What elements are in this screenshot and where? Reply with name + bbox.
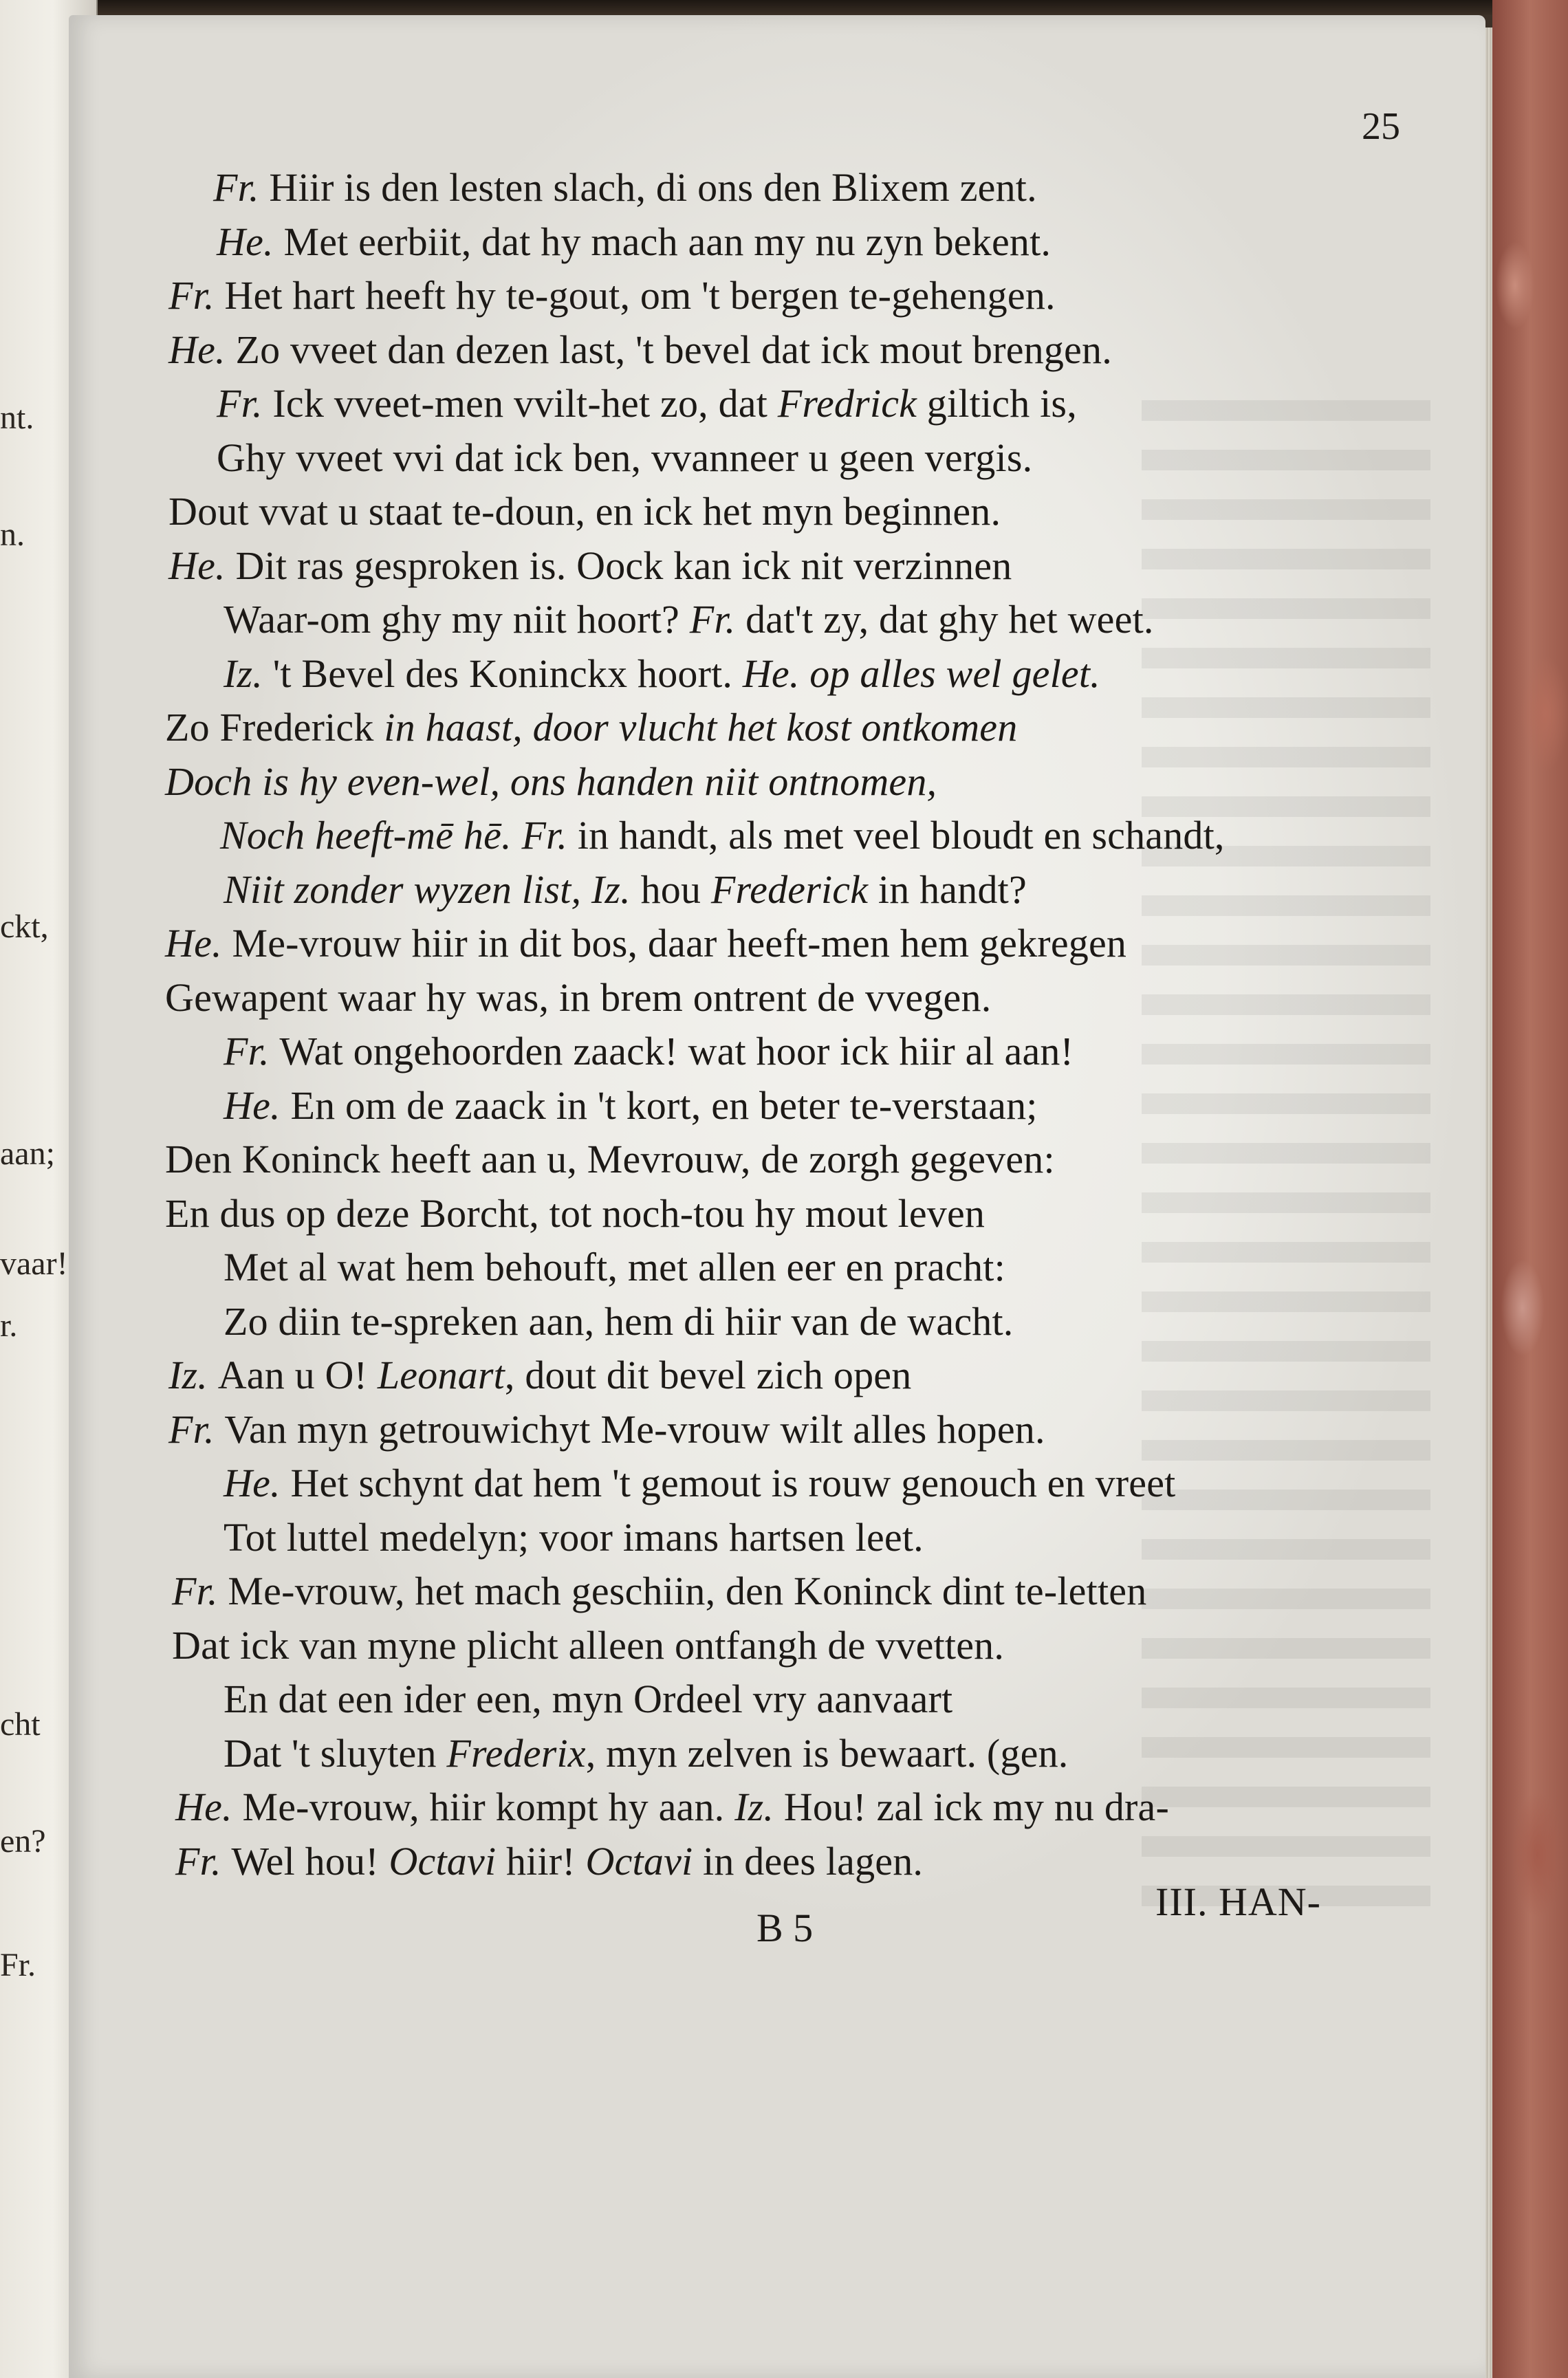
verse-segment: Octavi: [585, 1839, 693, 1884]
verse-segment: Waar-om ghy my niit hoort?: [224, 597, 690, 642]
verse-segment: Het hart heeft hy te-gout, om 't bergen te-gehengen.: [224, 273, 1056, 318]
speaker-label: Iz.: [734, 1785, 784, 1829]
left-fragment: n.: [0, 516, 25, 553]
verse-segment: Zo diin te-spreken aan, hem di hiir van de wacht.: [224, 1299, 1014, 1344]
verse-segment: En dus op deze Borcht, tot noch-tou hy mout leven: [165, 1191, 986, 1236]
verse-segment: Ghy vveet vvi dat ick ben, vvanneer u geen vergis.: [217, 435, 1033, 480]
verse-line: [172, 1569, 1146, 1614]
verse-line: [165, 1137, 1055, 1182]
speaker-label: Fr.: [172, 1569, 228, 1613]
verse-segment: op alles wel gelet.: [809, 651, 1100, 696]
verse-segment: hou: [640, 867, 711, 912]
verse-line: [217, 381, 1077, 426]
verse-segment: Leonart: [377, 1353, 505, 1397]
verse-segment: hiir!: [496, 1839, 586, 1884]
verse-line: [165, 975, 991, 1021]
left-fragment: vaar!: [0, 1245, 68, 1282]
verse-segment: Aan u O!: [217, 1353, 378, 1397]
verse-segment: Wel hou!: [231, 1839, 389, 1884]
verse-line: [168, 327, 1112, 373]
speaker-label: He.: [224, 1461, 291, 1505]
speaker-label: Iz.: [591, 867, 641, 912]
page-number: 25: [1362, 105, 1400, 148]
left-fragment: Fr.: [0, 1947, 36, 1983]
marbled-cover: [1492, 0, 1568, 2378]
verse-segment: Fredrick: [777, 381, 917, 426]
speaker-label: He.: [168, 543, 236, 588]
speaker-label: Fr.: [168, 1407, 225, 1452]
verse-segment: Dit ras gesproken is. Oock kan ick nit verzinnen: [235, 543, 1012, 588]
verse-segment: in handt?: [868, 867, 1027, 912]
verse-segment: dat't zy, dat ghy het weet.: [745, 597, 1154, 642]
verse-segment: in haast, door vlucht het kost ontkomen: [384, 705, 1018, 750]
verse-line: [168, 273, 1056, 318]
verse-segment: Dat ick van myne plicht alleen ontfangh de vvetten.: [172, 1623, 1005, 1668]
verse-line: [172, 1623, 1004, 1668]
verse-segment: Zo Frederick: [165, 705, 384, 750]
verse-line: [175, 1785, 1169, 1830]
verse-segment: , dout dit bevel zich open: [504, 1353, 912, 1397]
verse-line: [224, 867, 1027, 913]
verse-line: [213, 165, 1037, 210]
verse-line: [224, 1515, 924, 1560]
speaker-label: He.: [742, 651, 810, 696]
speaker-label: Fr.: [175, 1839, 232, 1884]
speaker-label: Iz.: [168, 1353, 218, 1397]
verse-segment: in handt, als met veel bloudt en schandt,: [577, 813, 1225, 858]
verse-line: [165, 705, 1017, 750]
verse-line: [165, 1191, 985, 1236]
verse-segment: Me-vrouw hiir in dit bos, daar heeft-men hem gekregen: [232, 921, 1127, 966]
verse-segment: Frederick: [710, 867, 869, 912]
speaker-label: He.: [165, 921, 232, 966]
verse-line: [224, 1245, 1005, 1290]
verse-line: [168, 543, 1012, 589]
speaker-label: Fr.: [168, 273, 225, 318]
left-fragment: r.: [0, 1307, 18, 1344]
verse-line: [168, 1407, 1045, 1452]
verse-segment: Den Koninck heeft aan u, Mevrouw, de zorgh gegeven:: [165, 1137, 1055, 1181]
speaker-label: He.: [168, 327, 236, 372]
verse-segment: Frederix: [446, 1731, 586, 1776]
verse-line: [168, 489, 1001, 534]
verse-segment: En dat een ider een, myn Ordeel vry aanvaart: [224, 1677, 953, 1721]
speaker-label: Fr.: [213, 165, 270, 210]
verse-segment: Dout vvat u staat te-doun, en ick het myn beginnen.: [168, 489, 1001, 534]
verse-segment: Octavi: [389, 1839, 497, 1884]
verse-segment: 't Bevel des Koninckx hoort.: [272, 651, 743, 696]
verse-segment: Niit zonder wyzen list,: [224, 867, 591, 912]
verse-segment: Doch is hy even-wel, ons handen niit ontnomen,: [165, 759, 937, 804]
verse-segment: giltich is,: [917, 381, 1077, 426]
verse-text: [69, 15, 1485, 2378]
verse-segment: Me-vrouw, hiir kompt hy aan.: [242, 1785, 735, 1829]
speaker-label: Fr.: [521, 813, 578, 858]
verse-line: [224, 1731, 1068, 1776]
verse-segment: Met al wat hem behouft, met allen eer en pracht:: [224, 1245, 1005, 1289]
verse-line: [224, 1461, 1176, 1506]
left-fragment: nt.: [0, 400, 34, 436]
verse-segment: Wat ongehoorden zaack! wat hoor ick hiir al aan!: [279, 1029, 1074, 1073]
verse-line: [165, 921, 1126, 966]
verse-line: [224, 651, 1100, 697]
verse-segment: Hiir is den lesten slach, di ons den Blixem zent.: [269, 165, 1037, 210]
speaker-label: He.: [175, 1785, 243, 1829]
verse-segment: Tot luttel medelyn; voor imans hartsen leet.: [224, 1515, 924, 1560]
verse-segment: Het schynt dat hem 't gemout is rouw genouch en vreet: [290, 1461, 1176, 1505]
verse-segment: in dees lagen.: [693, 1839, 924, 1884]
verse-segment: Ick vveet-men vvilt-het zo, dat: [272, 381, 778, 426]
book-page: [69, 15, 1485, 2378]
verse-segment: Met eerbiit, dat hy mach aan my nu zyn bekent.: [283, 219, 1052, 264]
verse-segment: Hou! zal ick my nu dra-: [783, 1785, 1169, 1829]
verse-segment: Noch heeft-mē hē.: [220, 813, 522, 858]
verse-segment: Gewapent waar hy was, in brem ontrent de vvegen.: [165, 975, 992, 1020]
verse-line: [224, 1299, 1013, 1344]
speaker-label: Fr.: [217, 381, 273, 426]
verse-line: [224, 1083, 1038, 1128]
verse-line: [175, 1839, 923, 1884]
verse-segment: Me-vrouw, het mach geschiin, den Koninck dint te-letten: [228, 1569, 1147, 1613]
verse-line: [224, 1029, 1074, 1074]
verse-line: [217, 435, 1032, 481]
verse-segment: Dat 't sluyten: [224, 1731, 447, 1776]
verse-line: [217, 219, 1051, 265]
background-top: [0, 0, 1568, 15]
verse-line: [168, 1353, 911, 1398]
signature-mark: B 5: [756, 1906, 814, 1950]
left-fragment: ckt,: [0, 908, 49, 945]
verse-segment: Zo vveet dan dezen last, 't bevel dat ick mout brengen.: [235, 327, 1112, 372]
left-fragment: cht: [0, 1706, 41, 1743]
left-fragment: en?: [0, 1823, 46, 1859]
verse-segment: En om de zaack in 't kort, en beter te-verstaan;: [290, 1083, 1038, 1128]
verse-line: [224, 1677, 952, 1722]
speaker-label: Fr.: [689, 597, 746, 642]
speaker-label: He.: [217, 219, 284, 264]
speaker-label: He.: [224, 1083, 291, 1128]
verse-line: [224, 597, 1154, 642]
verse-segment: , myn zelven is bewaart. (gen.: [585, 1731, 1069, 1776]
speaker-label: Iz.: [224, 651, 273, 696]
speaker-label: Fr.: [224, 1029, 280, 1073]
left-fragment: aan;: [0, 1135, 55, 1172]
verse-line: [220, 813, 1225, 858]
catchword: III. HAN-: [1155, 1879, 1321, 1924]
verse-line: [165, 759, 937, 805]
verse-segment: Van myn getrouwichyt Me-vrouw wilt alles hopen.: [224, 1407, 1045, 1452]
